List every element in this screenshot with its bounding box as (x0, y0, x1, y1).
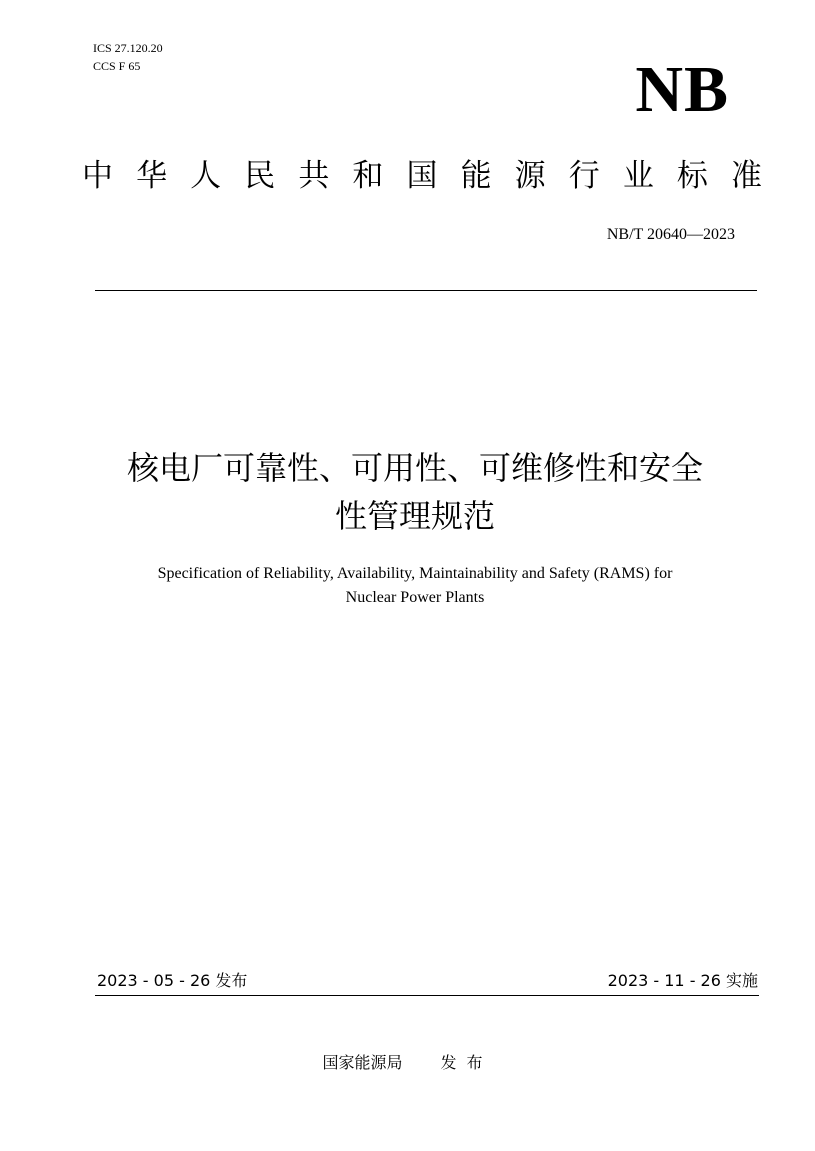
chinese-title (60, 444, 770, 540)
header-divider (95, 290, 757, 291)
ics-code: ICS 27.120.20 (93, 41, 163, 55)
implementation-date: 2023 - 11 - 26 实施 (607, 971, 758, 990)
issue-date: 2023 - 05 - 26 发布 (97, 971, 248, 990)
publish-action: 发布 (440, 1053, 493, 1072)
standard-type-heading: 中华人民共和国能源行业标准 (82, 158, 762, 194)
nb-logo: NB (635, 53, 729, 126)
publisher-line (0, 1052, 815, 1074)
chinese-title-line-2: 性管理规范 (334, 497, 495, 535)
english-title-line-2: Nuclear Power Plants (345, 589, 485, 606)
publisher-name: 国家能源局 (322, 1053, 403, 1072)
ccs-code: CCS F 65 (93, 59, 141, 73)
footer-divider (95, 995, 759, 996)
chinese-title-line-1: 核电厂可靠性、可用性、可维修性和安全 (126, 449, 703, 487)
standard-code: NB/T 20640—2023 (606, 226, 735, 243)
english-title-line-1: Specification of Reliability, Availability, Maintainability and Safety (RAMS) for (157, 565, 673, 582)
english-title (60, 562, 770, 610)
